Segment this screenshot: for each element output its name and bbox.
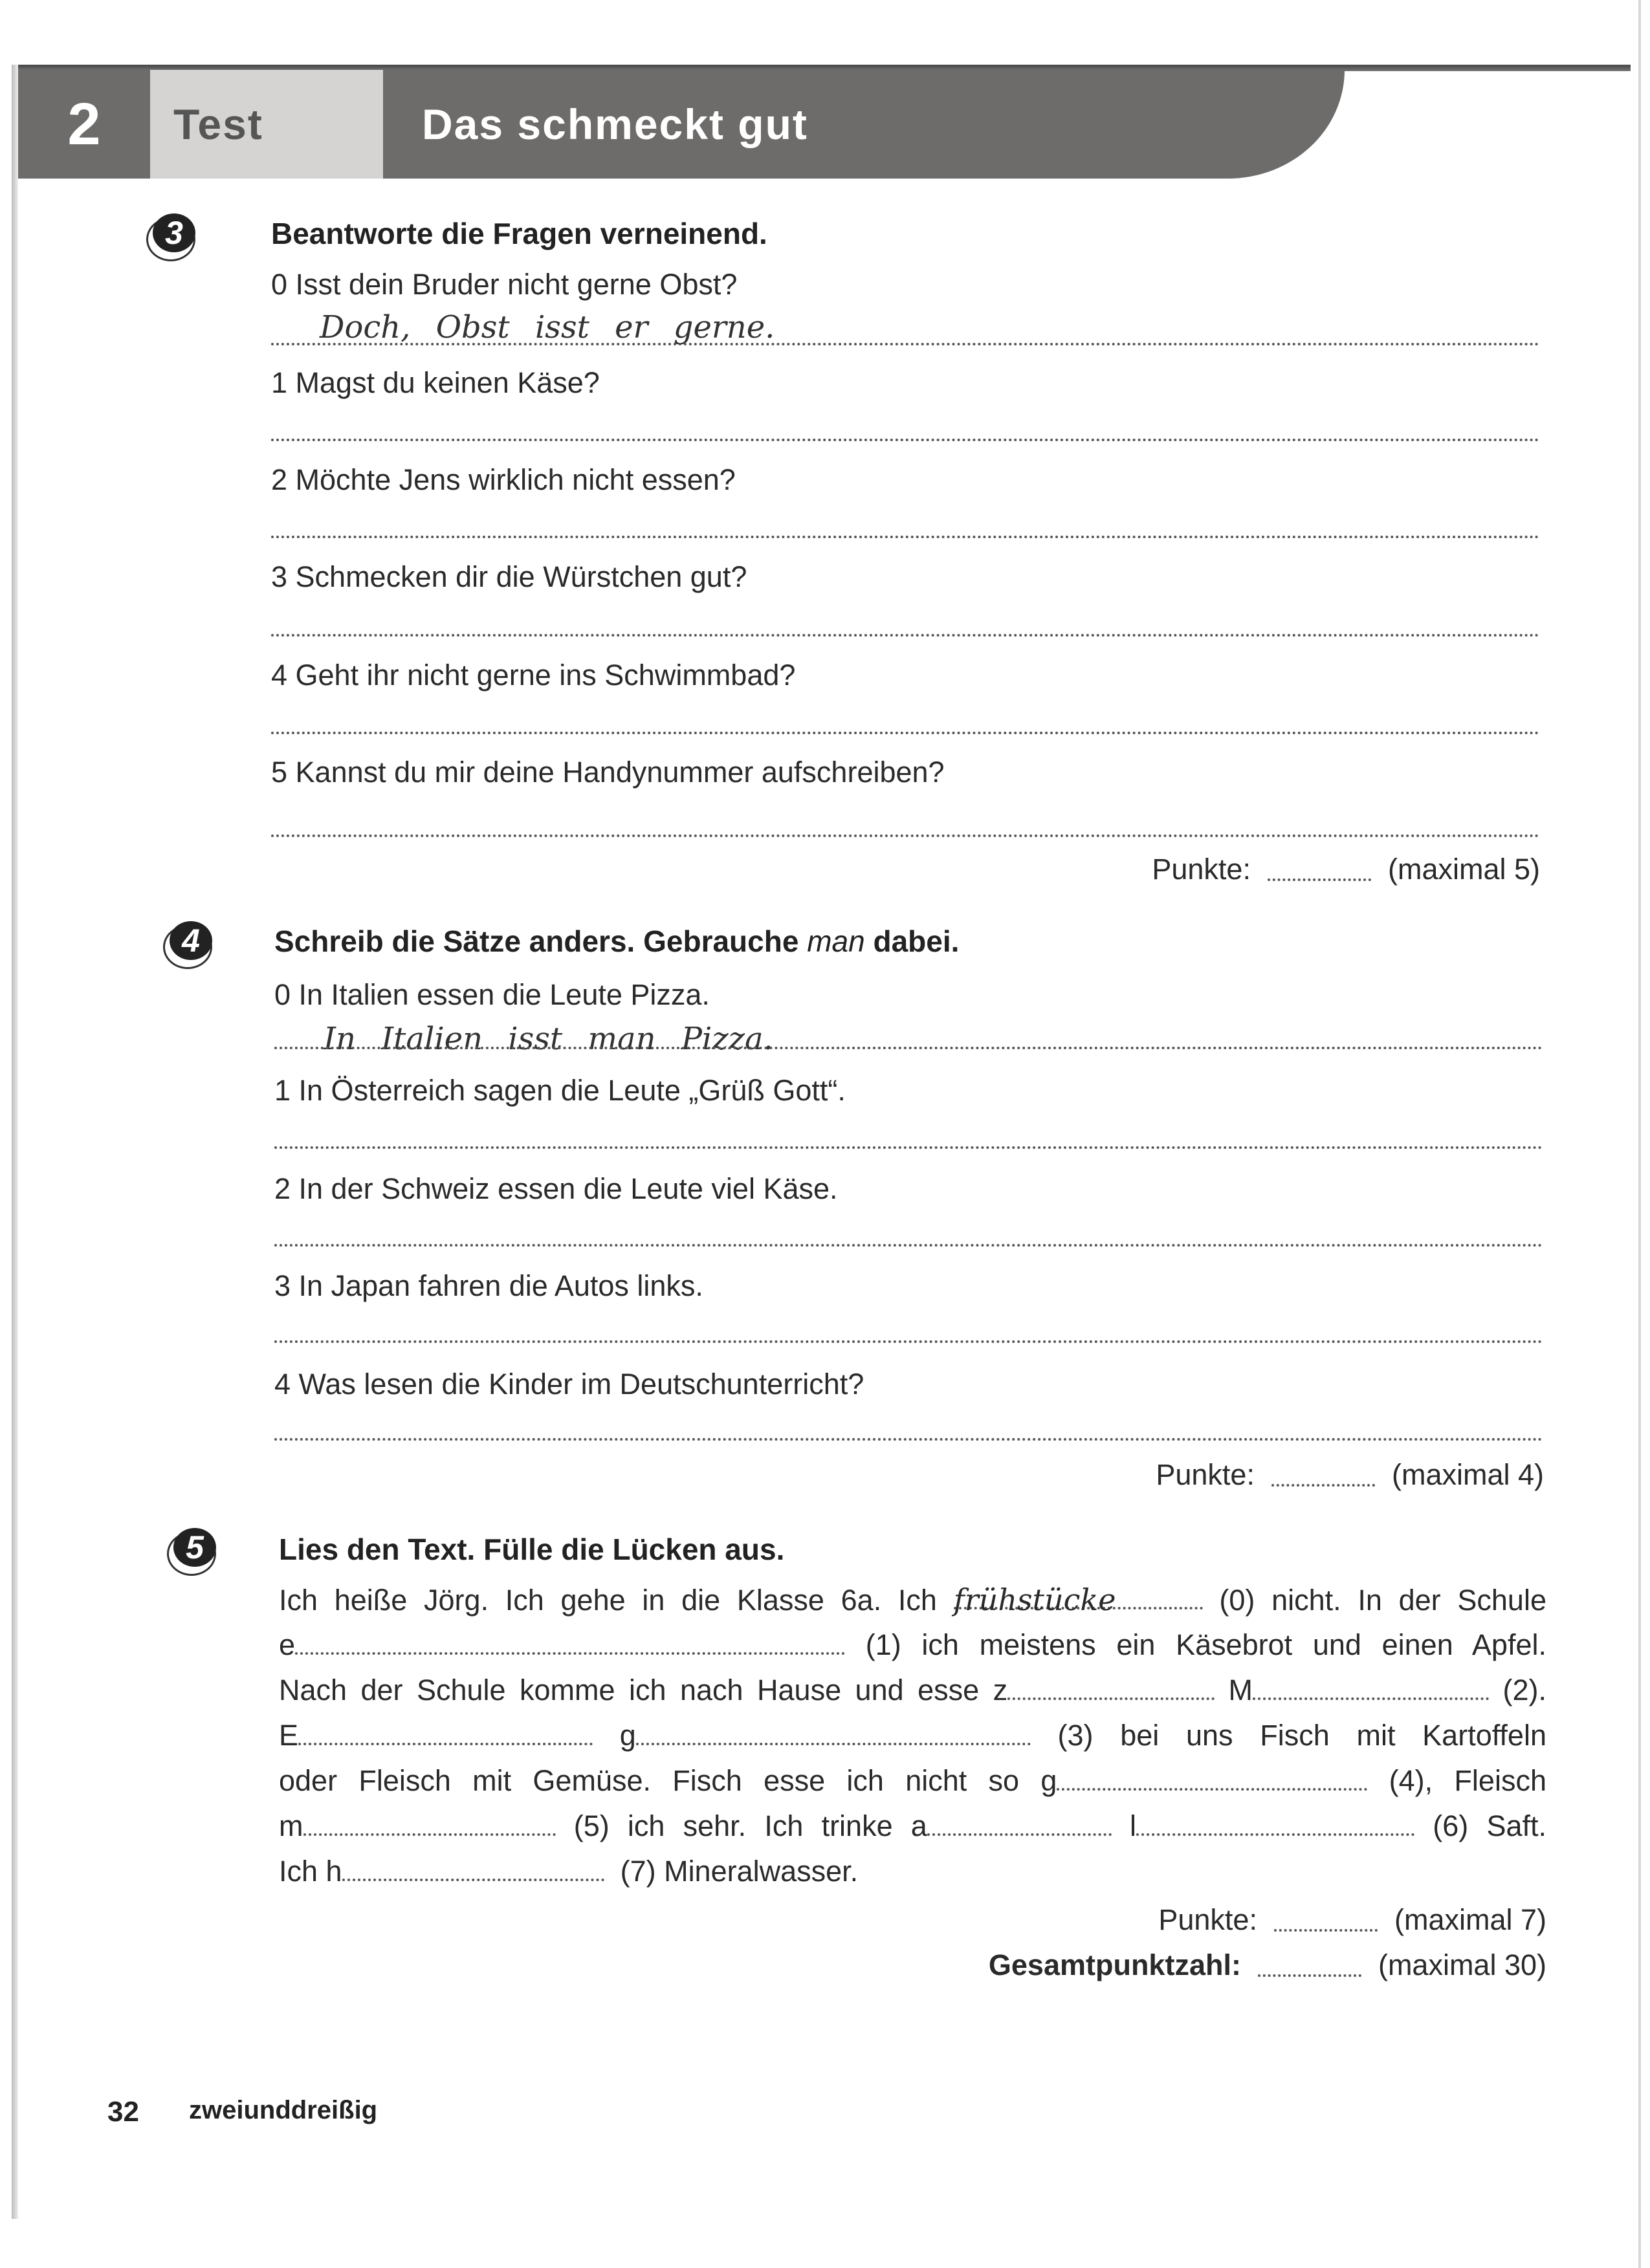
section-label: Test <box>150 70 383 179</box>
answer-line[interactable] <box>271 343 1539 345</box>
gap-5[interactable] <box>303 1805 556 1836</box>
question-2: 2 In der Schweiz essen die Leute viel Käse. <box>274 1172 838 1205</box>
points-max: (maximal 7) <box>1394 1903 1546 1936</box>
question-0: 0 In Italien essen die Leute Pizza. <box>274 978 710 1011</box>
question-4: 4 Geht ihr nicht gerne ins Schwimmbad? <box>271 659 796 692</box>
exercise-3-instruction: Beantworte die Fragen verneinend. <box>271 217 767 250</box>
points-row <box>1156 1458 1544 1492</box>
total-points-row <box>989 1948 1546 1982</box>
total-points-max: (maximal 30) <box>1378 1948 1546 1981</box>
exercise-5-instruction: Lies den Text. Fülle die Lücken aus. <box>279 1532 785 1566</box>
text-line: Ich h (7) Mineralwasser. <box>279 1850 1546 1895</box>
total-points-label: Gesamtpunktzahl: <box>988 1948 1241 1981</box>
sample-answer: Doch, Obst isst er gerne. <box>320 309 775 345</box>
answer-line[interactable] <box>271 536 1539 538</box>
gap-6b[interactable] <box>1136 1805 1414 1836</box>
gap-6a[interactable] <box>927 1805 1112 1836</box>
exercise-number-icon: 4 <box>163 921 214 966</box>
question-1: 1 In Österreich sagen die Leute „Grüß Gott“. <box>274 1074 846 1107</box>
answer-line[interactable] <box>271 634 1539 637</box>
answer-line[interactable] <box>271 732 1539 734</box>
answer-line[interactable] <box>274 1340 1543 1343</box>
exercise-4-instruction: Schreib die Sätze anders. Gebrauche man dabei. <box>274 924 960 958</box>
page-number: 32 <box>107 2096 139 2128</box>
question-5: 5 Kannst du mir deine Handynummer aufschreiben? <box>271 756 945 789</box>
question-3: 3 Schmecken dir die Würstchen gut? <box>271 560 747 593</box>
text-line: e (1) ich meistens ein Käsebrot und einen Apfel. <box>279 1624 1546 1669</box>
gap-4[interactable] <box>1057 1760 1367 1791</box>
gap-0[interactable]: frühstücke <box>954 1578 1203 1609</box>
exercise-number-icon: 3 <box>146 213 197 259</box>
answer-line[interactable] <box>271 439 1539 441</box>
page-binding-edge <box>12 65 18 2219</box>
total-points-blank[interactable] <box>1258 1974 1361 1977</box>
question-4: 4 Was lesen die Kinder im Deutschunterricht? <box>274 1368 864 1401</box>
points-row <box>1158 1903 1546 1937</box>
points-blank[interactable] <box>1274 1929 1378 1932</box>
text-line: Ich heiße Jörg. Ich gehe in die Klasse 6a. Ich frühstücke (0) nicht. In der Schule <box>279 1578 1546 1624</box>
exercise-number-icon: 5 <box>167 1528 217 1573</box>
points-max: (maximal 4) <box>1391 1458 1544 1491</box>
gap-3b[interactable] <box>636 1714 1031 1745</box>
points-label: Punkte: <box>1158 1903 1257 1936</box>
answer-line[interactable] <box>274 1047 1543 1049</box>
chapter-number: 2 <box>18 70 150 179</box>
question-3: 3 In Japan fahren die Autos links. <box>274 1269 703 1302</box>
page-number-word: zweiunddreißig <box>189 2096 378 2124</box>
points-label: Punkte: <box>1152 853 1251 886</box>
answer-line[interactable] <box>274 1438 1543 1441</box>
page-title: Das schmeckt gut <box>383 70 1345 179</box>
text-line: E g (3) bei uns Fisch mit Kartoffeln <box>279 1714 1546 1760</box>
gap-7[interactable] <box>342 1850 604 1881</box>
page-edge-right <box>1638 0 1641 2268</box>
text-line: Nach der Schule komme ich nach Hause und esse z M (2). <box>279 1669 1546 1714</box>
points-blank[interactable] <box>1268 878 1371 881</box>
question-0: 0 Isst dein Bruder nicht gerne Obst? <box>271 268 738 301</box>
points-label: Punkte: <box>1156 1458 1255 1491</box>
text-line: m (5) ich sehr. Ich trinke a l (6) Saft. <box>279 1805 1546 1850</box>
points-max: (maximal 5) <box>1387 853 1540 886</box>
cloze-text <box>279 1578 1546 1895</box>
points-row <box>1152 853 1540 886</box>
gap-2b[interactable] <box>1253 1669 1489 1700</box>
answer-line[interactable] <box>274 1146 1543 1149</box>
chapter-header <box>18 70 1345 179</box>
question-1: 1 Magst du keinen Käse? <box>271 366 600 399</box>
gap-1[interactable] <box>295 1624 845 1655</box>
sample-answer: In Italien isst man Pizza. <box>324 1021 773 1057</box>
gap-2a[interactable] <box>1007 1669 1215 1700</box>
points-blank[interactable] <box>1271 1484 1375 1487</box>
text-line: oder Fleisch mit Gemüse. Fisch esse ich nicht so g (4), Fleisch <box>279 1760 1546 1805</box>
answer-line[interactable] <box>271 834 1539 837</box>
gap-3a[interactable] <box>298 1714 593 1745</box>
answer-line[interactable] <box>274 1244 1543 1247</box>
question-2: 2 Möchte Jens wirklich nicht essen? <box>271 463 736 496</box>
